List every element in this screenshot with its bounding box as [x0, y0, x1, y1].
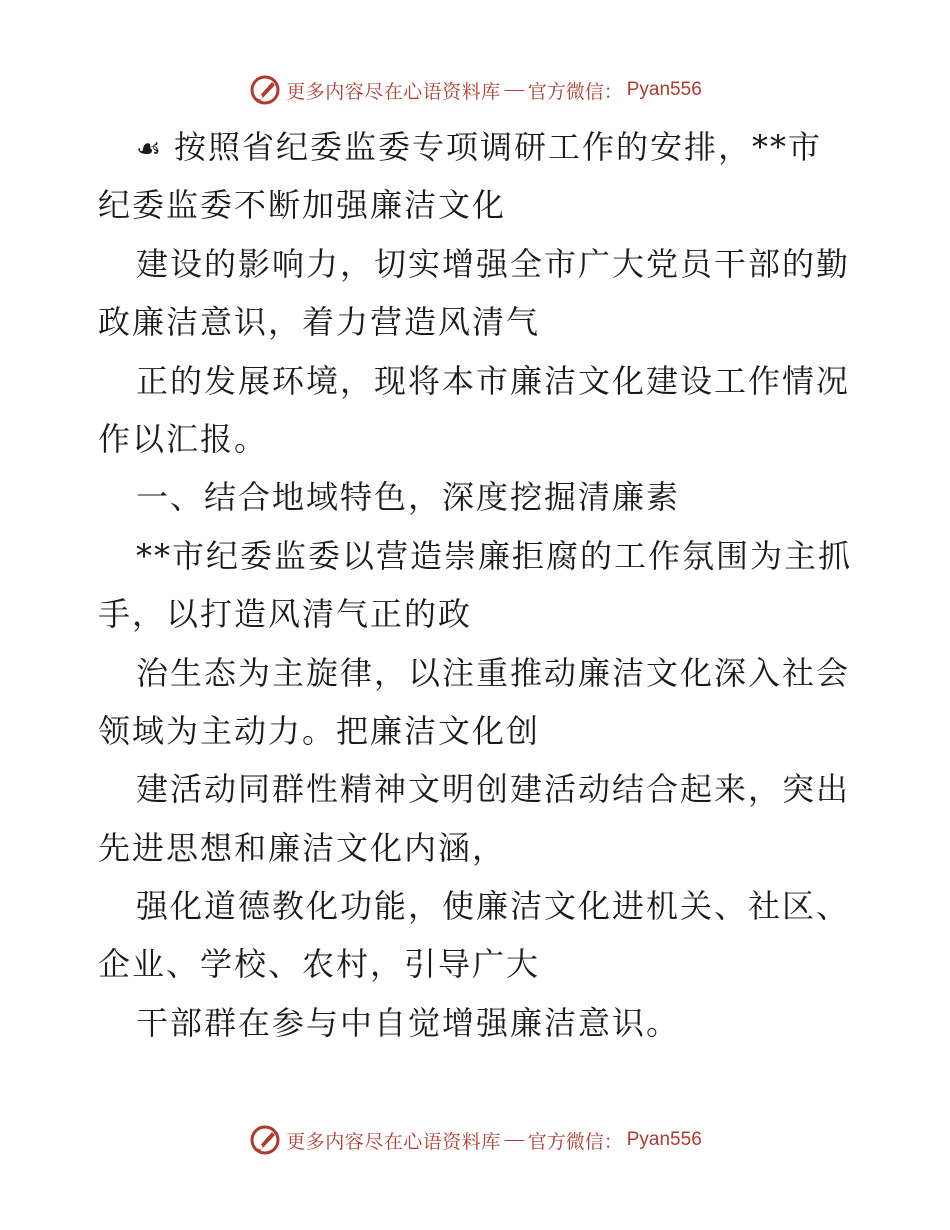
- document-body: [98, 118, 858, 1052]
- paragraph-line: 建设的影响力，切实增强全市广大党员干部的勤: [136, 244, 851, 283]
- footer-site-text: 更多内容尽在心语资料库: [286, 1130, 501, 1153]
- paragraph-line: 手，以打造风清气正的政: [98, 595, 473, 634]
- paragraph-line: 先进思想和廉洁文化内涵，: [98, 828, 507, 867]
- paragraph-line: 干部群在参与中自觉增强廉洁意识。: [136, 1003, 681, 1042]
- paragraph-line: 企业、学校、农村，引导广大: [98, 945, 541, 984]
- paragraph-line: 领域为主动力。把廉洁文化创: [98, 711, 541, 750]
- paragraph-line: 建活动同群性精神文明创建活动结合起来，突出: [136, 770, 851, 809]
- footer-banner: [0, 1120, 950, 1160]
- paragraph-line: 作以汇报。: [98, 419, 269, 458]
- pen-logo-icon: [248, 73, 282, 107]
- footer-wechat-id: Pyan556: [626, 1129, 702, 1150]
- header-wechat-id: Pyan556: [626, 79, 702, 100]
- paragraph-line: 正的发展环境，现将本市廉洁文化建设工作情况: [136, 361, 851, 400]
- paragraph-line: 强化道德教化功能，使廉洁文化进机关、社区、: [136, 887, 851, 926]
- paragraph-line: **市纪委监委以营造崇廉拒腐的工作氛围为主抓: [136, 536, 853, 575]
- header-banner: [0, 70, 950, 110]
- header-site-text: 更多内容尽在心语资料库: [286, 80, 501, 103]
- footer-separator: —: [504, 1129, 524, 1150]
- paragraph-line: 治生态为主旋律，以注重推动廉洁文化深入社会: [136, 653, 851, 692]
- section-heading: 一、结合地域特色，深度挖掘清廉素: [136, 478, 681, 517]
- footer-wechat-label: 官方微信：: [527, 1130, 623, 1153]
- pen-logo-icon: [248, 1123, 282, 1157]
- line-text: 按照省纪委监委专项调研工作的安排，**市: [174, 128, 823, 166]
- header-wechat-label: 官方微信：: [527, 80, 623, 103]
- paragraph-line: 政廉洁意识，着力营造风清气: [98, 303, 541, 342]
- fleuron-icon: ☙: [136, 132, 164, 165]
- paragraph-line: 纪委监委不断加强廉洁文化: [98, 186, 507, 225]
- header-separator: —: [504, 79, 524, 100]
- paragraph-line: [98, 118, 858, 176]
